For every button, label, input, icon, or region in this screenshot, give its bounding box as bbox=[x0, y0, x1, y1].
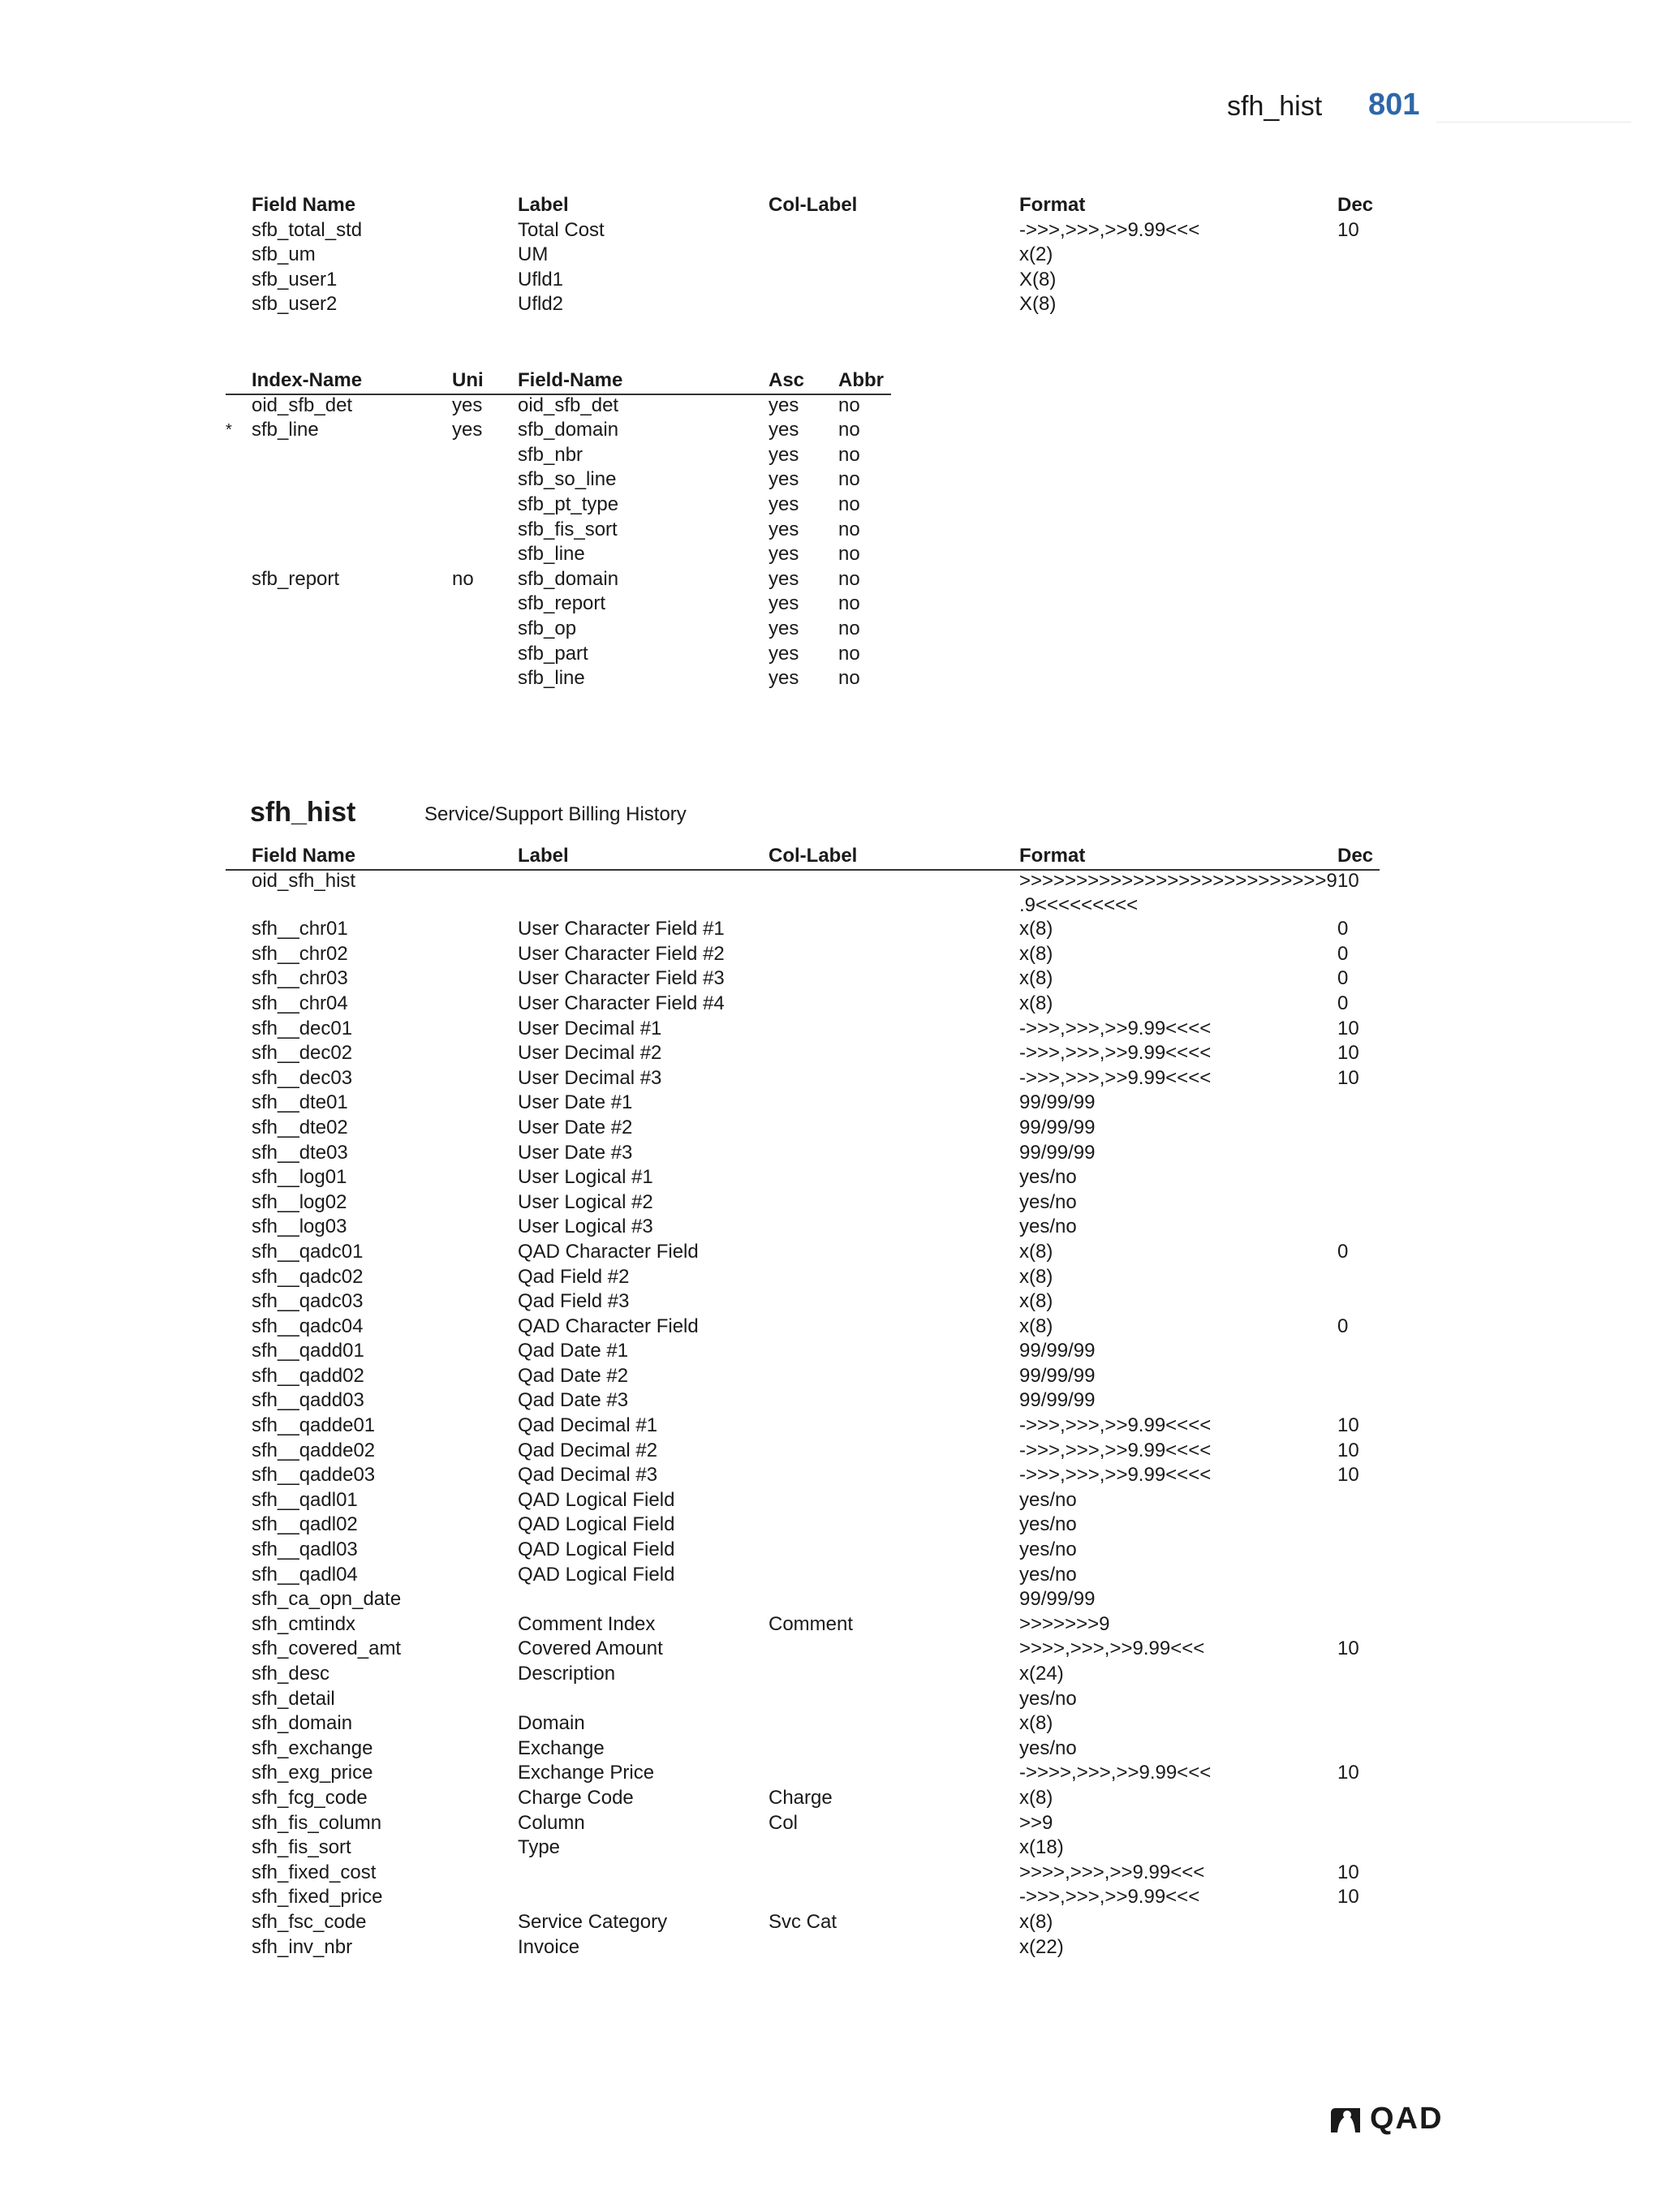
field-name-cell: sfh__qadl02 bbox=[252, 1513, 358, 1536]
asc-cell: yes bbox=[769, 419, 799, 441]
asc-cell: yes bbox=[769, 493, 799, 515]
format-cell: yes/no bbox=[1019, 1488, 1077, 1511]
table-row bbox=[0, 1513, 1662, 1538]
field-name-cell: sfb_um bbox=[252, 243, 316, 266]
field-name-cell: sfh_cmtindx bbox=[252, 1612, 356, 1635]
format-cell: 99/99/99 bbox=[1019, 1389, 1096, 1412]
field-name-cell: sfh_fixed_cost bbox=[252, 1861, 377, 1883]
abbr-cell: no bbox=[838, 567, 860, 590]
table-row bbox=[0, 1463, 1662, 1488]
table-row bbox=[0, 1215, 1662, 1240]
field-name-cell: sfh__qadl03 bbox=[252, 1539, 358, 1561]
abbr-cell: no bbox=[838, 419, 860, 441]
abbr-cell: no bbox=[838, 394, 860, 416]
label-cell: Domain bbox=[518, 1712, 585, 1735]
label-cell: QAD Logical Field bbox=[518, 1563, 675, 1586]
field-name-cell: sfh__qadde01 bbox=[252, 1414, 376, 1437]
abbr-cell: no bbox=[838, 642, 860, 665]
table-row bbox=[0, 1116, 1662, 1141]
table-header bbox=[0, 368, 1662, 394]
asc-cell: yes bbox=[769, 443, 799, 466]
field-name-cell: sfh__dec02 bbox=[252, 1042, 353, 1065]
page-title: sfh_hist bbox=[1227, 91, 1323, 122]
header-index-name: Index-Name bbox=[252, 369, 363, 391]
table-row bbox=[0, 642, 1662, 667]
table-row bbox=[0, 1439, 1662, 1464]
field-name-cell: sfh__qadl04 bbox=[252, 1563, 358, 1586]
header-asc: Asc bbox=[769, 369, 805, 391]
abbr-cell: no bbox=[838, 518, 860, 540]
index-name-cell: oid_sfb_det bbox=[252, 394, 353, 416]
index-name-cell: sfb_report bbox=[252, 567, 340, 590]
asc-cell: yes bbox=[769, 518, 799, 540]
dec-cell: 10 bbox=[1337, 1066, 1359, 1089]
header-dec: Dec bbox=[1337, 194, 1374, 216]
field-name-cell: sfb_line bbox=[518, 667, 585, 690]
sfb-fields-table bbox=[0, 193, 1662, 317]
label-cell: User Decimal #3 bbox=[518, 1066, 662, 1089]
table-row bbox=[0, 292, 1662, 317]
format-cell: x(8) bbox=[1019, 1786, 1053, 1809]
field-name-cell: sfh_fsc_code bbox=[252, 1910, 367, 1933]
asc-cell: yes bbox=[769, 667, 799, 690]
table-row bbox=[0, 869, 1662, 894]
table-row bbox=[0, 268, 1662, 293]
label-cell: Qad Date #2 bbox=[518, 1364, 629, 1387]
format-cell: x(8) bbox=[1019, 992, 1053, 1014]
format-cell: ->>>,>>>,>>9.99<<<< bbox=[1019, 1439, 1212, 1461]
format-cell: 99/99/99 bbox=[1019, 1091, 1096, 1114]
field-name-cell: sfb_line bbox=[518, 543, 585, 566]
sfb-index-table bbox=[0, 368, 1662, 691]
label-cell: Ufld1 bbox=[518, 268, 564, 290]
format-cell: 99/99/99 bbox=[1019, 1116, 1096, 1138]
field-name-cell: oid_sfh_hist bbox=[252, 869, 356, 892]
field-name-cell: sfh__dec01 bbox=[252, 1017, 353, 1039]
format-cell-continued: .9<<<<<<<<< bbox=[1019, 894, 1139, 917]
table-row bbox=[0, 418, 1662, 443]
table-row bbox=[0, 1835, 1662, 1861]
table-row bbox=[0, 1289, 1662, 1315]
field-name-cell: sfb_user2 bbox=[252, 293, 338, 316]
field-name-cell: sfb_fis_sort bbox=[518, 518, 618, 540]
table-row bbox=[0, 1091, 1662, 1116]
format-cell: x(2) bbox=[1019, 243, 1053, 266]
format-cell: x(8) bbox=[1019, 942, 1053, 965]
field-name-cell: sfh__qadde02 bbox=[252, 1439, 376, 1461]
dec-cell: 10 bbox=[1337, 1017, 1359, 1039]
label-cell: Service Category bbox=[518, 1910, 668, 1933]
abbr-cell: no bbox=[838, 617, 860, 639]
field-name-cell: sfb_domain bbox=[518, 419, 619, 441]
header-rule bbox=[1436, 122, 1631, 123]
label-cell: User Date #2 bbox=[518, 1116, 633, 1138]
format-cell: x(8) bbox=[1019, 1290, 1053, 1313]
table-row-continuation bbox=[0, 893, 1662, 917]
table-row bbox=[0, 1711, 1662, 1736]
label-cell: User Logical #2 bbox=[518, 1190, 653, 1213]
format-cell: x(8) bbox=[1019, 1240, 1053, 1263]
format-cell: ->>>,>>>,>>9.99<<<< bbox=[1019, 1042, 1212, 1065]
format-cell: yes/no bbox=[1019, 1216, 1077, 1238]
table-row bbox=[0, 1265, 1662, 1290]
field-name-cell: sfh__dec03 bbox=[252, 1066, 353, 1089]
format-cell: >>>>,>>>,>>9.99<<< bbox=[1019, 1637, 1205, 1660]
field-name-cell: sfh_desc bbox=[252, 1663, 330, 1685]
dec-cell: 0 bbox=[1337, 1240, 1349, 1263]
label-cell: User Character Field #2 bbox=[518, 942, 725, 965]
label-cell: Invoice bbox=[518, 1935, 580, 1958]
asc-cell: yes bbox=[769, 617, 799, 639]
uni-cell: yes bbox=[452, 419, 483, 441]
field-name-cell: sfh_ca_opn_date bbox=[252, 1588, 402, 1611]
table-row bbox=[0, 518, 1662, 543]
field-name-cell: sfh_fcg_code bbox=[252, 1786, 368, 1809]
table-row bbox=[0, 1538, 1662, 1563]
header-field-name: Field Name bbox=[252, 194, 356, 216]
table-row bbox=[0, 1017, 1662, 1042]
label-cell: UM bbox=[518, 243, 549, 266]
label-cell: User Logical #1 bbox=[518, 1166, 653, 1189]
dec-cell: 10 bbox=[1337, 1762, 1359, 1784]
label-cell: QAD Character Field bbox=[518, 1315, 699, 1337]
table-header bbox=[0, 844, 1662, 869]
table-row bbox=[0, 592, 1662, 617]
table-row bbox=[0, 1339, 1662, 1364]
field-name-cell: sfb_report bbox=[518, 592, 606, 615]
field-name-cell: oid_sfb_det bbox=[518, 394, 619, 416]
label-cell: User Logical #3 bbox=[518, 1216, 653, 1238]
table-row bbox=[0, 1736, 1662, 1762]
field-name-cell: sfh_inv_nbr bbox=[252, 1935, 353, 1958]
field-name-cell: sfh_exg_price bbox=[252, 1762, 373, 1784]
table-row bbox=[0, 1786, 1662, 1811]
table-row bbox=[0, 1761, 1662, 1786]
field-name-cell: sfh_detail bbox=[252, 1687, 335, 1710]
field-name-cell: sfh_covered_amt bbox=[252, 1637, 402, 1660]
label-cell: Qad Decimal #3 bbox=[518, 1464, 658, 1487]
label-cell: Total Cost bbox=[518, 218, 605, 241]
field-name-cell: sfh__qadd02 bbox=[252, 1364, 364, 1387]
abbr-cell: no bbox=[838, 667, 860, 690]
label-cell: QAD Character Field bbox=[518, 1240, 699, 1263]
table-row bbox=[0, 1687, 1662, 1712]
field-name-cell: sfh__log02 bbox=[252, 1190, 347, 1213]
uni-cell: no bbox=[452, 567, 474, 590]
label-cell: Qad Decimal #1 bbox=[518, 1414, 658, 1437]
table-row bbox=[0, 1165, 1662, 1190]
dec-cell: 10 bbox=[1337, 218, 1359, 241]
label-cell: User Decimal #2 bbox=[518, 1042, 662, 1065]
field-name-cell: sfh__dte01 bbox=[252, 1091, 348, 1114]
format-cell: x(8) bbox=[1019, 918, 1053, 940]
abbr-cell: no bbox=[838, 443, 860, 466]
table-row bbox=[0, 1388, 1662, 1414]
table-row bbox=[0, 1414, 1662, 1439]
format-cell: ->>>,>>>,>>9.99<<<< bbox=[1019, 1414, 1212, 1437]
table-row bbox=[0, 666, 1662, 691]
table-row bbox=[0, 1141, 1662, 1166]
col-label-cell: Comment bbox=[769, 1612, 854, 1635]
format-cell: x(24) bbox=[1019, 1663, 1064, 1685]
label-cell: User Date #3 bbox=[518, 1141, 633, 1164]
table-row bbox=[0, 966, 1662, 992]
format-cell: x(8) bbox=[1019, 1910, 1053, 1933]
abbr-cell: no bbox=[838, 493, 860, 515]
format-cell: yes/no bbox=[1019, 1687, 1077, 1710]
table-row bbox=[0, 1910, 1662, 1935]
field-name-cell: sfh__qadde03 bbox=[252, 1464, 376, 1487]
label-cell: Comment Index bbox=[518, 1612, 656, 1635]
format-cell: x(8) bbox=[1019, 1315, 1053, 1337]
field-name-cell: sfb_total_std bbox=[252, 218, 363, 241]
field-name-cell: sfh_domain bbox=[252, 1712, 353, 1735]
sfh-fields-table bbox=[0, 844, 1662, 1960]
header-field-name: Field-Name bbox=[518, 369, 623, 391]
dec-cell: 10 bbox=[1337, 1637, 1359, 1660]
table-row bbox=[0, 1587, 1662, 1612]
format-cell: ->>>,>>>,>>9.99<<<< bbox=[1019, 1017, 1212, 1039]
index-name-cell: sfb_line bbox=[252, 419, 319, 441]
table-description: Service/Support Billing History bbox=[424, 803, 687, 825]
table-row bbox=[0, 942, 1662, 967]
field-name-cell: sfh__dte02 bbox=[252, 1116, 348, 1138]
table-row bbox=[0, 1935, 1662, 1960]
format-cell: yes/no bbox=[1019, 1563, 1077, 1586]
field-name-cell: sfh_fis_sort bbox=[252, 1836, 351, 1859]
format-cell: 99/99/99 bbox=[1019, 1588, 1096, 1611]
field-name-cell: sfh__log03 bbox=[252, 1216, 347, 1238]
format-cell: yes/no bbox=[1019, 1166, 1077, 1189]
asc-cell: yes bbox=[769, 468, 799, 491]
label-cell: Qad Date #1 bbox=[518, 1340, 629, 1362]
field-name-cell: sfb_nbr bbox=[518, 443, 583, 466]
header-dec: Dec bbox=[1337, 845, 1374, 867]
table-row bbox=[0, 1885, 1662, 1910]
logo-text: QAD bbox=[1370, 2102, 1444, 2136]
dec-cell: 10 bbox=[1337, 1861, 1359, 1883]
field-name-cell: sfb_user1 bbox=[252, 268, 338, 290]
label-cell: Qad Field #2 bbox=[518, 1265, 630, 1288]
label-cell: Qad Decimal #2 bbox=[518, 1439, 658, 1461]
field-name-cell: sfh__qadd01 bbox=[252, 1340, 364, 1362]
header-field-name: Field Name bbox=[252, 845, 356, 867]
asc-cell: yes bbox=[769, 567, 799, 590]
header-col-label: Col-Label bbox=[769, 845, 858, 867]
label-cell: Description bbox=[518, 1663, 616, 1685]
field-name-cell: sfh__qadd03 bbox=[252, 1389, 364, 1412]
table-row bbox=[0, 394, 1662, 419]
format-cell: x(22) bbox=[1019, 1935, 1064, 1958]
abbr-cell: no bbox=[838, 592, 860, 615]
table-row bbox=[0, 1315, 1662, 1340]
table-row bbox=[0, 567, 1662, 592]
label-cell: Qad Date #3 bbox=[518, 1389, 629, 1412]
label-cell: Ufld2 bbox=[518, 293, 564, 316]
label-cell: QAD Logical Field bbox=[518, 1539, 675, 1561]
label-cell: Qad Field #3 bbox=[518, 1290, 630, 1313]
field-name-cell: sfh__qadc03 bbox=[252, 1290, 364, 1313]
field-name-cell: sfb_domain bbox=[518, 567, 619, 590]
field-name-cell: sfb_so_line bbox=[518, 468, 617, 491]
format-cell: ->>>,>>>,>>9.99<<<< bbox=[1019, 1464, 1212, 1487]
dec-cell: 10 bbox=[1337, 1886, 1359, 1909]
table-row bbox=[0, 992, 1662, 1017]
field-name-cell: sfh__log01 bbox=[252, 1166, 347, 1189]
format-cell: ->>>,>>>,>>9.99<<< bbox=[1019, 218, 1200, 241]
label-cell: Type bbox=[518, 1836, 561, 1859]
format-cell: yes/no bbox=[1019, 1190, 1077, 1213]
header-format: Format bbox=[1019, 845, 1086, 867]
label-cell: Charge Code bbox=[518, 1786, 634, 1809]
field-name-cell: sfh__qadc01 bbox=[252, 1240, 364, 1263]
asc-cell: yes bbox=[769, 642, 799, 665]
dec-cell: 10 bbox=[1337, 1414, 1359, 1437]
table-row bbox=[0, 1364, 1662, 1389]
format-cell: x(8) bbox=[1019, 1265, 1053, 1288]
format-cell: X(8) bbox=[1019, 293, 1057, 316]
format-cell: 99/99/99 bbox=[1019, 1364, 1096, 1387]
field-name-cell: sfh__chr04 bbox=[252, 992, 348, 1014]
format-cell: >>>>>>>>>>>>>>>>>>>>>>>>>>>9 bbox=[1019, 869, 1337, 892]
dec-cell: 10 bbox=[1337, 869, 1359, 892]
header-col-label: Col-Label bbox=[769, 194, 858, 216]
format-cell: X(8) bbox=[1019, 268, 1057, 290]
field-name-cell: sfb_part bbox=[518, 642, 588, 665]
format-cell: >>>>,>>>,>>9.99<<< bbox=[1019, 1861, 1205, 1883]
table-row bbox=[0, 1811, 1662, 1836]
page-number: 801 bbox=[1368, 88, 1420, 122]
format-cell: ->>>>,>>>,>>9.99<<< bbox=[1019, 1762, 1212, 1784]
header-uni: Uni bbox=[452, 369, 484, 391]
dec-cell: 0 bbox=[1337, 992, 1349, 1014]
table-row bbox=[0, 467, 1662, 493]
field-name-cell: sfh__chr03 bbox=[252, 967, 348, 990]
format-cell: yes/no bbox=[1019, 1539, 1077, 1561]
format-cell: yes/no bbox=[1019, 1513, 1077, 1536]
table-row bbox=[0, 1041, 1662, 1066]
field-name-cell: sfb_op bbox=[518, 617, 577, 639]
table-row bbox=[0, 218, 1662, 243]
label-cell: User Decimal #1 bbox=[518, 1017, 662, 1039]
field-name-cell: sfh__qadc04 bbox=[252, 1315, 364, 1337]
format-cell: yes/no bbox=[1019, 1736, 1077, 1759]
field-name-cell: sfh_fixed_price bbox=[252, 1886, 383, 1909]
uni-cell: yes bbox=[452, 394, 483, 416]
header-abbr: Abbr bbox=[838, 369, 884, 391]
format-cell: x(8) bbox=[1019, 1712, 1053, 1735]
format-cell: 99/99/99 bbox=[1019, 1141, 1096, 1164]
header-format: Format bbox=[1019, 194, 1086, 216]
label-cell: User Character Field #1 bbox=[518, 918, 725, 940]
label-cell: Covered Amount bbox=[518, 1637, 663, 1660]
asc-cell: yes bbox=[769, 394, 799, 416]
label-cell: QAD Logical Field bbox=[518, 1513, 675, 1536]
col-label-cell: Charge bbox=[769, 1786, 833, 1809]
table-row bbox=[0, 243, 1662, 268]
table-row bbox=[0, 1488, 1662, 1513]
format-cell: 99/99/99 bbox=[1019, 1340, 1096, 1362]
header-label: Label bbox=[518, 194, 569, 216]
field-name-cell: sfh_fis_column bbox=[252, 1811, 382, 1834]
dec-cell: 10 bbox=[1337, 1439, 1359, 1461]
unique-marker: * bbox=[226, 421, 232, 440]
dec-cell: 10 bbox=[1337, 1042, 1359, 1065]
field-name-cell: sfh__qadc02 bbox=[252, 1265, 364, 1288]
abbr-cell: no bbox=[838, 468, 860, 491]
dec-cell: 10 bbox=[1337, 1464, 1359, 1487]
table-row bbox=[0, 1240, 1662, 1265]
field-name-cell: sfb_pt_type bbox=[518, 493, 619, 515]
table-row bbox=[0, 617, 1662, 642]
label-cell: QAD Logical Field bbox=[518, 1488, 675, 1511]
format-cell: >>9 bbox=[1019, 1811, 1053, 1834]
format-cell: x(8) bbox=[1019, 967, 1053, 990]
field-name-cell: sfh__qadl01 bbox=[252, 1488, 358, 1511]
table-row bbox=[0, 1861, 1662, 1886]
field-name-cell: sfh__dte03 bbox=[252, 1141, 348, 1164]
table-row bbox=[0, 1612, 1662, 1637]
table-row bbox=[0, 443, 1662, 468]
table-row bbox=[0, 1066, 1662, 1091]
dec-cell: 0 bbox=[1337, 967, 1349, 990]
table-row bbox=[0, 493, 1662, 518]
table-row bbox=[0, 1190, 1662, 1216]
field-name-cell: sfh__chr01 bbox=[252, 918, 348, 940]
format-cell: ->>>,>>>,>>9.99<<<< bbox=[1019, 1066, 1212, 1089]
format-cell: ->>>,>>>,>>9.99<<< bbox=[1019, 1886, 1200, 1909]
format-cell: >>>>>>>9 bbox=[1019, 1612, 1110, 1635]
abbr-cell: no bbox=[838, 543, 860, 566]
dec-cell: 0 bbox=[1337, 1315, 1349, 1337]
header-label: Label bbox=[518, 845, 569, 867]
asc-cell: yes bbox=[769, 543, 799, 566]
format-cell: x(18) bbox=[1019, 1836, 1064, 1859]
col-label-cell: Svc Cat bbox=[769, 1910, 837, 1933]
table-name: sfh_hist bbox=[250, 797, 356, 828]
dec-cell: 0 bbox=[1337, 942, 1349, 965]
asc-cell: yes bbox=[769, 592, 799, 615]
label-cell: User Date #1 bbox=[518, 1091, 633, 1114]
table-row bbox=[0, 1637, 1662, 1662]
col-label-cell: Col bbox=[769, 1811, 799, 1834]
label-cell: Exchange bbox=[518, 1736, 605, 1759]
table-row bbox=[0, 542, 1662, 567]
field-name-cell: sfh__chr02 bbox=[252, 942, 348, 965]
label-cell: User Character Field #3 bbox=[518, 967, 725, 990]
table-row bbox=[0, 917, 1662, 942]
label-cell: User Character Field #4 bbox=[518, 992, 725, 1014]
table-row bbox=[0, 1662, 1662, 1687]
field-name-cell: sfh_exchange bbox=[252, 1736, 373, 1759]
table-row bbox=[0, 1563, 1662, 1588]
dec-cell: 0 bbox=[1337, 918, 1349, 940]
table-header bbox=[0, 193, 1662, 218]
label-cell: Exchange Price bbox=[518, 1762, 655, 1784]
label-cell: Column bbox=[518, 1811, 585, 1834]
